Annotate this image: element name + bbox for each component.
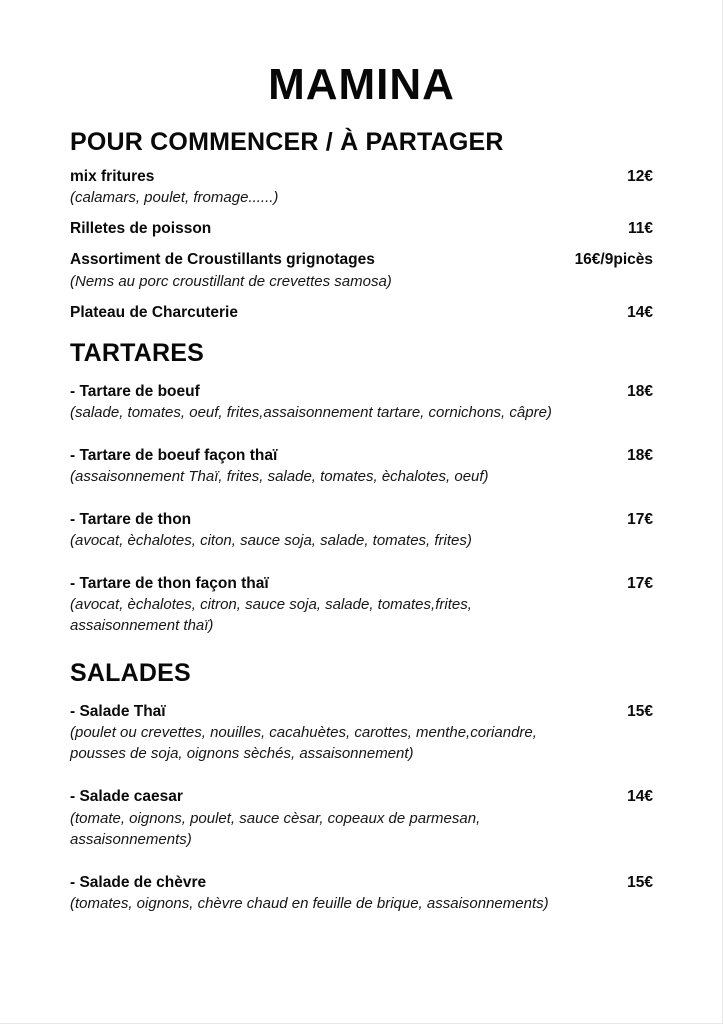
item-text: [70, 702, 575, 764]
section-heading-tartares: TARTARES: [70, 338, 204, 367]
item-name: Rilletes de poisson: [70, 220, 212, 238]
item-price: 17€: [627, 511, 653, 529]
item-text: [70, 873, 549, 914]
item-desc: (Nems au porc croustillant de crevettes samosa): [70, 272, 392, 290]
menu-item: [70, 167, 653, 208]
item-desc: (tomate, oignons, poulet, sauce cèsar, copeaux de parmesan, assaisonnements): [70, 809, 481, 848]
menu-item: [70, 510, 653, 551]
section-heading-salades: SALADES: [70, 659, 191, 688]
item-text: [70, 219, 211, 239]
item-text: [70, 250, 392, 291]
item-name: - Salade caesar: [70, 788, 183, 806]
item-text: [70, 510, 472, 551]
menu-item: [70, 446, 653, 487]
item-desc: (tomates, oignons, chèvre chaud en feuille de brique, assaisonnements): [70, 894, 549, 912]
item-price: 18€: [627, 382, 653, 400]
item-text: [70, 303, 238, 323]
item-price: 15€: [627, 703, 653, 721]
menu-item: [70, 787, 653, 849]
item-text: [70, 574, 575, 636]
item-price: 15€: [627, 873, 653, 891]
item-name: - Tartare de thon façon thaï: [70, 575, 269, 593]
item-price: 16€/9picès: [574, 251, 653, 269]
item-name: - Tartare de boeuf: [70, 382, 200, 400]
menu-item: [70, 382, 653, 423]
item-price: 12€: [627, 168, 653, 186]
item-name: - Tartare de thon: [70, 511, 192, 529]
page-title: MAMINA: [268, 60, 455, 109]
item-text: [70, 446, 489, 487]
item-price: 14€: [627, 788, 653, 806]
item-desc: (avocat, èchalotes, citron, sauce soja, salade, tomates,frites, assaisonnement thaï): [70, 596, 472, 635]
item-name: - Salade de chèvre: [70, 873, 207, 891]
item-name: - Tartare de boeuf façon thaï: [70, 446, 278, 464]
menu-item: [70, 303, 653, 323]
section-heading-starters: POUR COMMENCER / À PARTAGER: [70, 128, 504, 157]
item-desc: (calamars, poulet, fromage......): [70, 189, 279, 207]
item-text: [70, 787, 575, 849]
item-text: [70, 167, 278, 208]
menu-item: [70, 219, 653, 239]
section-tartares: [70, 339, 653, 637]
menu-item: [70, 873, 653, 914]
item-price: 17€: [627, 575, 653, 593]
item-name: Assortiment de Croustillants grignotages: [70, 251, 375, 269]
item-price: 11€: [627, 220, 653, 238]
item-name: mix fritures: [70, 168, 155, 186]
item-desc: (avocat, èchalotes, citon, sauce soja, salade, tomates, frites): [70, 532, 472, 550]
item-price: 14€: [627, 303, 653, 321]
item-desc: (poulet ou crevettes, nouilles, cacahuètes, carottes, menthe,coriandre, pousses de soja, oignons sèchés, assaisonnement): [70, 724, 537, 763]
section-salades: [70, 659, 653, 913]
menu-item: [70, 702, 653, 764]
item-price: 18€: [627, 446, 653, 464]
section-starters: [70, 128, 653, 323]
item-name: Plateau de Charcuterie: [70, 303, 238, 321]
item-name: - Salade Thaï: [70, 703, 166, 721]
item-desc: (salade, tomates, oeuf, frites,assaisonnement tartare, cornichons, câpre): [70, 403, 552, 421]
menu-item: [70, 250, 653, 291]
menu-item: [70, 574, 653, 636]
item-desc: (assaisonnement Thaï, frites, salade, tomates, èchalotes, oeuf): [70, 468, 489, 486]
item-text: [70, 382, 552, 423]
